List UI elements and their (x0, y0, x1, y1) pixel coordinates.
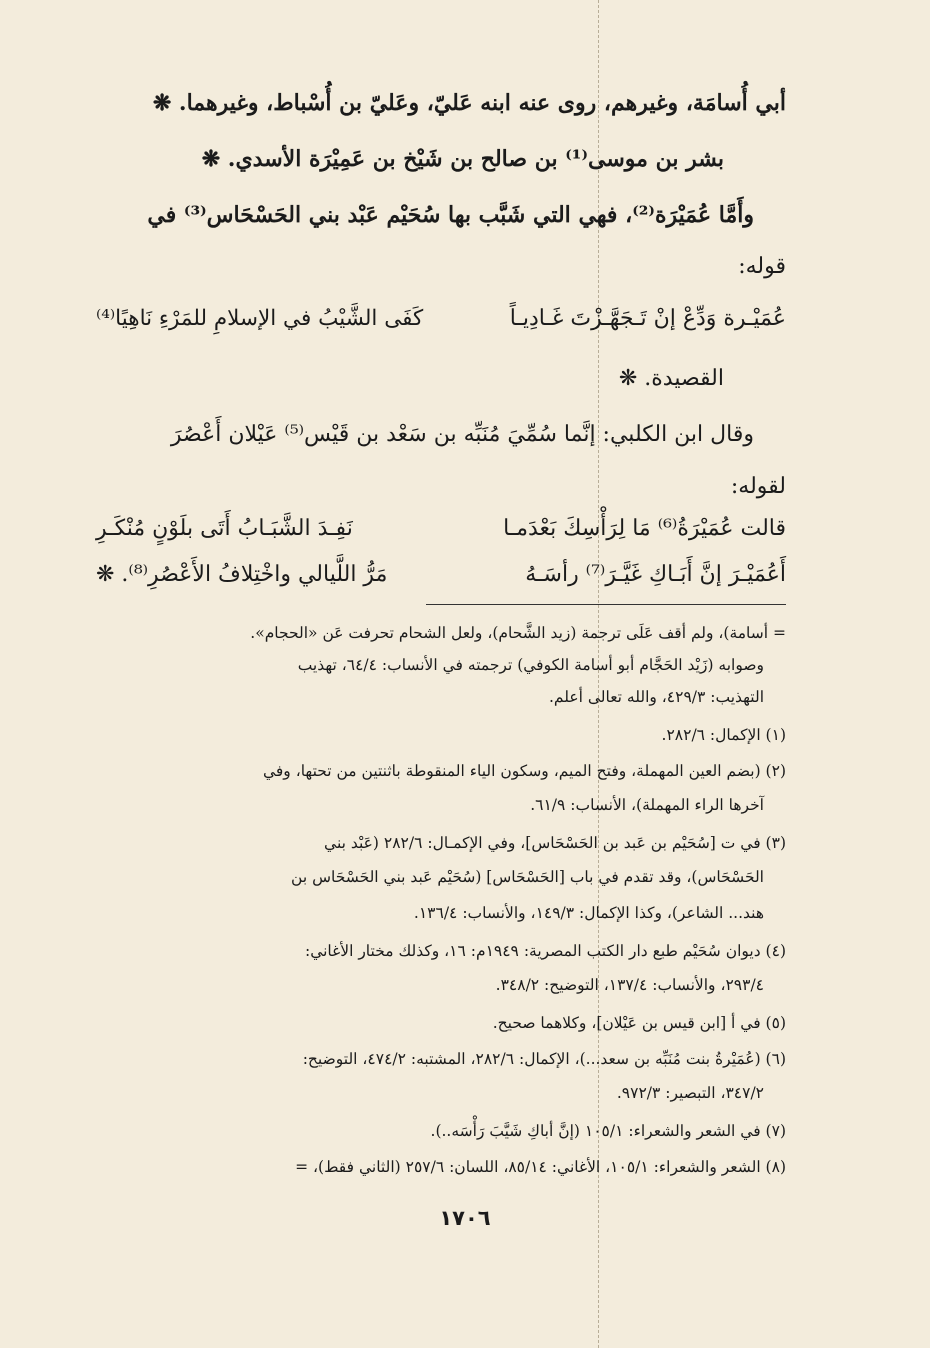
footnote-line: آخرها الراء المهملة)، الأنساب: ٦١/٩. (530, 796, 764, 814)
footnote-line: (٥) في أ [ابن قيس بن عَيْلان]، وكلاهما صحيح. (492, 1014, 786, 1032)
verse-2-right-hemistich: قالت عُمَيْرَةُ⁽⁶⁾ مَا لِرَأْسِكَ بَعْدَمـا (503, 516, 786, 541)
footnote-line: التهذيب: ٤٢٩/٣، والله تعالى أعلم. (548, 688, 764, 706)
footnote-line: الحَسْحَاس)، وقد تقدم في باب [الحَسْحَاس] (سُحَيْم عَبد بني الحَسْحَاس بن (291, 868, 764, 886)
verse-2-left-hemistich: نَفِـدَ الشَّبَـابُ أَتَى بلَوْنٍ مُنْكَـرِ (96, 516, 353, 541)
page-number: ١٧٠٦ (439, 1206, 491, 1230)
main-line-6: وقال ابن الكلبي: إنَّما سُمِّيَ مُنَبِّه بن سَعْد بن قَيْس⁽⁵⁾ عَيْلان أَعْصُرَ (170, 422, 754, 447)
main-line-4: قوله: (738, 254, 786, 279)
footnote-line: = أسامة)، ولم أقف عَلَى ترجمة (زيد الشَّحام)، ولعل الشحام تحرفت عَن «الحجام». (250, 624, 786, 642)
verse-3 (96, 562, 786, 602)
footnote-line: ٣٤٧/٢، التبصير: ٩٧٢/٣. (616, 1084, 764, 1102)
verse-1 (96, 306, 786, 346)
main-line-5: القصيدة. ❋ (618, 366, 724, 391)
main-line-7: لقوله: (730, 474, 786, 499)
footnote-line: هند... الشاعر)، وكذا الإكمال: ١٤٩/٣، والأنساب: ١٣٦/٤. (413, 904, 764, 922)
main-line-2: بشر بن موسى⁽¹⁾ بن صالح بن شَيْخ بن عَمِيْرَة الأسدي. ❋ (201, 146, 724, 172)
footnote-line: وصوابه (زَيْد الحَجَّام أبو أسامة الكوفي) ترجمته في الأنساب: ٦٤/٤، تهذيب (297, 656, 764, 674)
verse-1-left-hemistich: كَفَى الشَّيْبُ في الإسلامِ للمَرْءِ نَاهِيًا⁽⁴⁾ (96, 306, 424, 331)
footnote-line: (٤) ديوان سُحَيْم طبع دار الكتب المصرية: ١٩٤٩م: ١٦، وكذلك مختار الأغاني: (304, 942, 786, 960)
main-line-1: أبي أُسامَة، وغيرهم، روى عنه ابنه عَليّ، وعَليّ بن أُسْباط، وغيرهما. ❋ (152, 90, 786, 116)
footnote-line: (٧) في الشعر والشعراء: ١٠٥/١ (إنَّ أباكِ شَيَّبَ رَأْسَه..). (430, 1122, 786, 1140)
footnote-line: (٦) (عُمَيْرةُ بنت مُنَبِّه بن سعد...)، الإكمال: ٢٨٢/٦، المشتبه: ٤٧٤/٢، التوضيح: (302, 1050, 786, 1068)
footnote-line: ٢٩٣/٤، والأنساب: ١٣٧/٤، التوضيح: ٣٤٨/٢. (495, 976, 764, 994)
footnote-line: (٣) في ت [سُحَيْم بن عَبد بن الحَسْحَاس]، وفي الإكمـال: ٢٨٢/٦ (عَبْد بني (324, 834, 786, 852)
main-line-3: وأَمَّا عُمَيْرَة⁽²⁾، فهي التي شَبَّب بها سُحَيْم عَبْد بني الحَسْحَاس⁽³⁾ في (147, 202, 754, 228)
footnote-separator (426, 604, 786, 605)
verse-1-right-hemistich: عُمَيْـرة وَدِّعْ إنْ تَـجَهَّـزْتَ غَـادِيـاً (509, 306, 786, 331)
verse-3-left-hemistich: مَرُّ اللَّيالي واخْتِلافُ الأَعْصُرِ⁽⁸⁾. ❋ (96, 562, 388, 587)
footnote-line: (٨) الشعر والشعراء: ١٠٥/١، الأغاني: ٨٥/١٤، اللسان: ٢٥٧/٦ (الثاني فقط)، = (295, 1158, 786, 1176)
footnote-line: (٢) (بضم العين المهملة، وفتح الميم، وسكون الياء المنقوطة باثنتين من تحتها، وفي (262, 762, 786, 780)
verse-2 (96, 516, 786, 556)
footnote-line: (١) الإكمال: ٢٨٢/٦. (661, 726, 786, 744)
verse-3-right-hemistich: أَعُمَيْـرَ إنَّ أَبَـاكِ غَيَّـرَ⁽⁷⁾ رأسَـهُ (525, 562, 786, 587)
